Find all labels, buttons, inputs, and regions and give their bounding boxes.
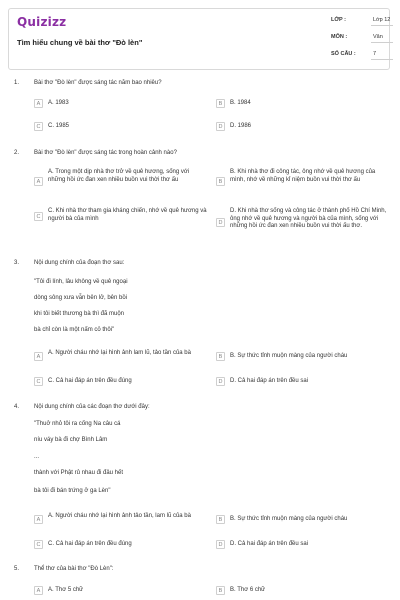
question-number: 3. xyxy=(14,260,20,266)
option-letter-box[interactable]: C xyxy=(34,377,43,386)
option-text: C. Khi nhà thơ tham gia kháng chiến, nhớ về quê hương và người bà của mình xyxy=(48,208,207,222)
poem-line: níu váy bà đi chợ Bình Lâm xyxy=(34,437,108,443)
option-letter-box[interactable]: C xyxy=(34,122,43,131)
option-text: C. 1985 xyxy=(48,123,70,129)
option-text: D. Khi nhà thơ sống và công tác ở thành phố Hồ Chí Minh, ông nhớ về quê hương và người bà của mình, sống với những hồi ức đan xen nhiều buồn vui thời ấu thơ. xyxy=(230,208,387,229)
option-letter-box[interactable]: D xyxy=(216,122,225,131)
meta-grade-value: Lớp 12 xyxy=(373,17,391,23)
poem-line: khi tôi biết thương bà thì đã muộn xyxy=(34,311,125,317)
poem-line: bà tôi đi bán trứng ở ga Lèn" xyxy=(34,488,111,494)
option-letter-box[interactable]: B xyxy=(216,352,225,361)
meta-underline xyxy=(371,42,393,43)
meta-question-count xyxy=(331,51,391,65)
option-text: D. 1986 xyxy=(230,123,252,129)
option-text: B. Sự thức tỉnh muộn màng của người cháu xyxy=(230,353,348,359)
question-text: Thể thơ của bài thơ "Đò Lèn": xyxy=(34,566,114,572)
option-letter-box[interactable]: C xyxy=(34,540,43,549)
option-letter-box[interactable]: A xyxy=(34,586,43,595)
question-text: Nội dung chính của đoạn thơ sau: xyxy=(34,260,125,266)
option-letter-box[interactable]: B xyxy=(216,515,225,524)
poem-line: "Tôi đi lính, lâu không về quê ngoại xyxy=(34,279,128,285)
meta-subject xyxy=(331,34,391,48)
option-text: B. Thơ 6 chữ xyxy=(230,587,266,593)
poem-line: thành với Phật rủ nhau đi đâu hết xyxy=(34,470,123,476)
worksheet-title: Tìm hiểu chung về bài thơ "Đò lèn" xyxy=(17,38,143,47)
question-text: Nội dung chính của các đoạn thơ dưới đây: xyxy=(34,404,150,410)
worksheet-header xyxy=(8,8,390,70)
option-letter-box[interactable]: D xyxy=(216,540,225,549)
option-text: B. 1984 xyxy=(230,100,251,106)
quizizz-logo: Quizizz xyxy=(17,15,67,29)
option-letter-box[interactable]: A xyxy=(34,352,43,361)
option-letter-box[interactable]: B xyxy=(216,177,225,186)
question-number: 5. xyxy=(14,566,20,572)
option-text: A. Người cháu nhớ lại hình ảnh tảo tần, lam lũ của bà xyxy=(48,513,191,519)
option-text: A. Trong một dịp nhà thơ trở về quê hương, sống với những hồi ức đan xen nhiều buồn vui thời thơ ấu xyxy=(48,169,190,183)
option-text: C. Cả hai đáp án trên đều đúng xyxy=(48,541,132,547)
meta-count-label: SỐ CÂU : xyxy=(331,51,356,57)
option-text: A. 1983 xyxy=(48,100,69,106)
meta-underline xyxy=(371,25,393,26)
meta-count-value: 7 xyxy=(373,51,377,57)
option-letter-box[interactable]: C xyxy=(34,212,43,221)
option-text: A. Thơ 5 chữ xyxy=(48,587,84,593)
option-letter-box[interactable]: D xyxy=(216,377,225,386)
meta-grade-label: LỚP : xyxy=(331,17,346,23)
meta-underline xyxy=(371,59,393,60)
option-text: D. Cả hai đáp án trên đều sai xyxy=(230,541,309,547)
meta-subject-value: Văn xyxy=(373,34,383,40)
option-letter-box[interactable]: B xyxy=(216,586,225,595)
option-letter-box[interactable]: A xyxy=(34,177,43,186)
option-text: D. Cả hai đáp án trên đều sai xyxy=(230,378,309,384)
question-text: Bài thơ "Đò lèn" được sáng tác năm bao nhiêu? xyxy=(34,80,162,86)
question-number: 4. xyxy=(14,404,20,410)
option-letter-box[interactable]: B xyxy=(216,99,225,108)
poem-line: dòng sông xưa vẫn bên lở, bên bồi xyxy=(34,295,128,301)
option-letter-box[interactable]: A xyxy=(34,99,43,108)
option-text: A. Người cháu nhớ lại hình ảnh lam lũ, tảo tần của bà xyxy=(48,350,191,356)
option-letter-box[interactable]: D xyxy=(216,218,225,227)
question-number: 1. xyxy=(14,80,20,86)
option-letter-box[interactable]: A xyxy=(34,515,43,524)
poem-line: "Thuở nhỏ tôi ra cống Na câu cá xyxy=(34,421,121,427)
meta-grade xyxy=(331,17,391,31)
option-text: C. Cả hai đáp án trên đều đúng xyxy=(48,378,132,384)
question-number: 2. xyxy=(14,150,20,156)
question-text: Bài thơ "Đò lèn" được sáng tác trong hoàn cảnh nào? xyxy=(34,150,177,156)
poem-line: bà chỉ còn là một nấm cỏ thôi" xyxy=(34,327,115,333)
option-text: B. Sự thức tỉnh muộn màng của người cháu xyxy=(230,516,348,522)
meta-subject-label: MÔN : xyxy=(331,34,348,40)
poem-line: ... xyxy=(34,454,40,460)
option-text: B. Khi nhà thơ đi công tác, ông nhớ về quê hương của mình, nhớ về những kỉ niệm buồn vui thời thơ ấu xyxy=(230,169,376,183)
